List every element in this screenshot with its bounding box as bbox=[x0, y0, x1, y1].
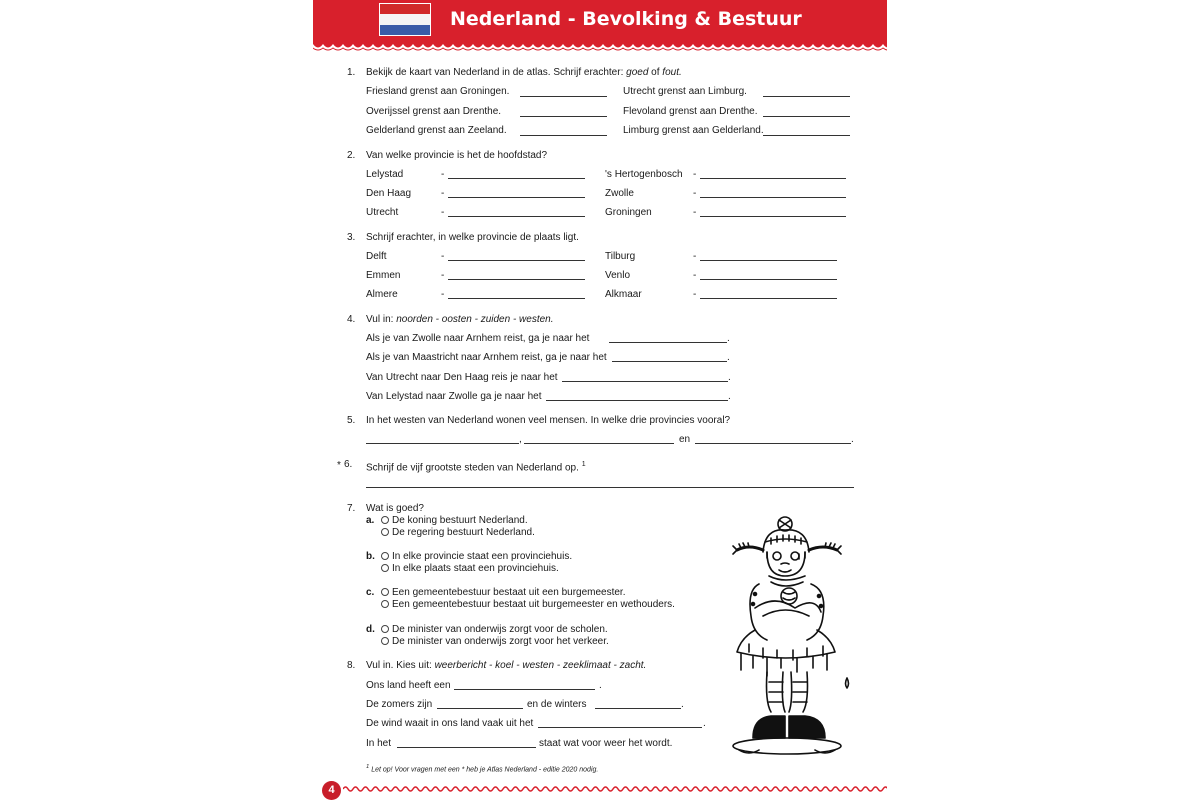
q2-answer-line[interactable] bbox=[448, 178, 585, 179]
q3-place: Emmen bbox=[366, 270, 401, 281]
q2-city: Lelystad bbox=[366, 169, 404, 180]
option-text: In elke provincie staat een provinciehuis. bbox=[392, 551, 573, 562]
q1-answer-line[interactable] bbox=[520, 116, 607, 117]
dutch-flag-icon bbox=[379, 3, 431, 36]
period: . bbox=[727, 352, 730, 363]
dash: - bbox=[693, 169, 697, 180]
q2-city: Utrecht bbox=[366, 207, 399, 218]
atlas-required-star: * bbox=[337, 460, 341, 471]
q8-answer-line[interactable] bbox=[538, 727, 702, 728]
dash: - bbox=[693, 251, 697, 262]
option-text: De minister van onderwijs zorgt voor het verkeer. bbox=[392, 636, 609, 647]
q1-statement: Flevoland grenst aan Drenthe. bbox=[623, 106, 758, 117]
radio-button[interactable] bbox=[381, 552, 389, 560]
q3-number: 3. bbox=[347, 232, 356, 243]
q8-answer-line[interactable] bbox=[595, 708, 681, 709]
option-text: In elke plaats staat een provinciehuis. bbox=[392, 563, 559, 574]
q6-number: 6. bbox=[344, 459, 353, 470]
dash: - bbox=[441, 289, 445, 300]
q2-city: Zwolle bbox=[605, 188, 634, 199]
q4-answer-line[interactable] bbox=[562, 381, 728, 382]
q1-answer-line[interactable] bbox=[520, 135, 607, 136]
q1-answer-line[interactable] bbox=[763, 96, 850, 97]
q2-answer-line[interactable] bbox=[448, 197, 585, 198]
q3-answer-line[interactable] bbox=[700, 260, 837, 261]
q8-text: Vul in. Kies uit: weerbericht - koel - westen - zeeklimaat - zacht. bbox=[366, 660, 647, 671]
q5-answer-line[interactable] bbox=[524, 443, 674, 444]
radio-button[interactable] bbox=[381, 516, 389, 524]
q3-answer-line[interactable] bbox=[448, 279, 585, 280]
radio-button[interactable] bbox=[381, 637, 389, 645]
q7-number: 7. bbox=[347, 503, 356, 514]
option-text: De koning bestuurt Nederland. bbox=[392, 515, 528, 526]
dash: - bbox=[693, 289, 697, 300]
q1-answer-line[interactable] bbox=[763, 135, 850, 136]
header-wave-border bbox=[313, 40, 887, 52]
period: . bbox=[728, 391, 731, 402]
q8-sentence: staat wat voor weer het wordt. bbox=[539, 738, 673, 749]
radio-button[interactable] bbox=[381, 600, 389, 608]
q4-sentence: Als je van Maastricht naar Arnhem reist, ga je naar het bbox=[366, 352, 607, 363]
q4-text: Vul in: noorden - oosten - zuiden - westen. bbox=[366, 314, 554, 325]
q2-number: 2. bbox=[347, 150, 356, 161]
q7-text: Wat is goed? bbox=[366, 503, 424, 514]
radio-button[interactable] bbox=[381, 564, 389, 572]
q8-sentence: De zomers zijn bbox=[366, 699, 433, 710]
q2-city: Groningen bbox=[605, 207, 652, 218]
q3-answer-line[interactable] bbox=[700, 279, 837, 280]
q1-statement: Overijssel grenst aan Drenthe. bbox=[366, 106, 502, 117]
worksheet-page bbox=[313, 0, 887, 800]
option-letter: b. bbox=[366, 551, 375, 562]
q2-city: 's Hertogenbosch bbox=[605, 169, 683, 180]
q1-statement: Limburg grenst aan Gelderland. bbox=[623, 125, 764, 136]
q8-sentence: In het bbox=[366, 738, 392, 749]
q3-place: Almere bbox=[366, 289, 398, 300]
header-banner bbox=[313, 0, 887, 44]
period: . bbox=[851, 434, 854, 445]
q4-answer-line[interactable] bbox=[546, 400, 728, 401]
radio-button[interactable] bbox=[381, 625, 389, 633]
option-text: Een gemeentebestuur bestaat uit een burgemeester. bbox=[392, 587, 626, 598]
dash: - bbox=[693, 207, 697, 218]
option-letter: c. bbox=[366, 587, 375, 598]
q3-answer-line[interactable] bbox=[448, 260, 585, 261]
q3-place: Delft bbox=[366, 251, 387, 262]
q4-answer-line[interactable] bbox=[609, 342, 727, 343]
q8-answer-line[interactable] bbox=[454, 689, 595, 690]
option-letter: a. bbox=[366, 515, 375, 526]
dash: - bbox=[441, 270, 445, 281]
q8-sentence: Ons land heeft een bbox=[366, 680, 451, 691]
en-word: en bbox=[679, 434, 691, 445]
q1-number: 1. bbox=[347, 67, 356, 78]
period: . bbox=[599, 680, 602, 691]
q1-text: Bekijk de kaart van Nederland in de atlas. Schrijf erachter: goed of fout. bbox=[366, 67, 682, 78]
q1-statement: Gelderland grenst aan Zeeland. bbox=[366, 125, 507, 136]
q5-answer-line[interactable] bbox=[695, 443, 851, 444]
q3-place: Alkmaar bbox=[605, 289, 642, 300]
q1-statement: Utrecht grenst aan Limburg. bbox=[623, 86, 747, 97]
page-number-badge: 4 bbox=[322, 781, 341, 800]
dash: - bbox=[441, 188, 445, 199]
q8-answer-line[interactable] bbox=[437, 708, 523, 709]
q1-answer-line[interactable] bbox=[763, 116, 850, 117]
q8-sentence: en de winters bbox=[527, 699, 587, 710]
footer-wave-border bbox=[343, 784, 887, 794]
q2-answer-line[interactable] bbox=[700, 216, 846, 217]
q3-place: Venlo bbox=[605, 270, 631, 281]
page-title: Nederland - Bevolking & Bestuur bbox=[450, 8, 802, 30]
cold-girl-cartoon-illustration bbox=[719, 512, 865, 774]
dash: - bbox=[441, 251, 445, 262]
option-text: Een gemeentebestuur bestaat uit burgemeester en wethouders. bbox=[392, 599, 675, 610]
q5-answer-line[interactable] bbox=[366, 443, 519, 444]
dash: - bbox=[441, 207, 445, 218]
q2-text: Van welke provincie is het de hoofdstad? bbox=[366, 150, 548, 161]
q8-answer-line[interactable] bbox=[397, 747, 536, 748]
q4-answer-line[interactable] bbox=[612, 361, 727, 362]
period: . bbox=[681, 699, 684, 710]
comma: , bbox=[519, 434, 522, 445]
footnote: $^1$ Let op! Voor vragen met een * heb je Atlas Nederland - editie 2020 nodig. bbox=[366, 764, 599, 774]
q8-number: 8. bbox=[347, 660, 356, 671]
q8-sentence: De wind waait in ons land vaak uit het bbox=[366, 718, 534, 729]
q3-place: Tilburg bbox=[605, 251, 636, 262]
radio-button[interactable] bbox=[381, 528, 389, 536]
q5-number: 5. bbox=[347, 415, 356, 426]
q4-number: 4. bbox=[347, 314, 356, 325]
option-letter: d. bbox=[366, 624, 375, 635]
period: . bbox=[728, 372, 731, 383]
period: . bbox=[703, 718, 706, 729]
q4-sentence: Van Utrecht naar Den Haag reis je naar het bbox=[366, 372, 558, 383]
q2-answer-line[interactable] bbox=[700, 178, 846, 179]
period: . bbox=[727, 333, 730, 344]
q4-sentence: Als je van Zwolle naar Arnhem reist, ga je naar het bbox=[366, 333, 590, 344]
radio-button[interactable] bbox=[381, 588, 389, 596]
q6-answer-line[interactable] bbox=[366, 487, 854, 488]
q4-sentence: Van Lelystad naar Zwolle ga je naar het bbox=[366, 391, 542, 402]
option-text: De regering bestuurt Nederland. bbox=[392, 527, 535, 538]
dash: - bbox=[693, 188, 697, 199]
q2-city: Den Haag bbox=[366, 188, 412, 199]
q3-answer-line[interactable] bbox=[700, 298, 837, 299]
dash: - bbox=[693, 270, 697, 281]
q2-answer-line[interactable] bbox=[700, 197, 846, 198]
q5-text: In het westen van Nederland wonen veel mensen. In welke drie provincies vooral? bbox=[366, 415, 731, 426]
q3-text: Schrijf erachter, in welke provincie de plaats ligt. bbox=[366, 232, 579, 243]
q1-statement: Friesland grenst aan Groningen. bbox=[366, 86, 510, 97]
q1-answer-line[interactable] bbox=[520, 96, 607, 97]
q2-answer-line[interactable] bbox=[448, 216, 585, 217]
q6-text: Schrijf de vijf grootste steden van Nederland op. $^1$ bbox=[366, 461, 586, 474]
option-text: De minister van onderwijs zorgt voor de scholen. bbox=[392, 624, 608, 635]
dash: - bbox=[441, 169, 445, 180]
q3-answer-line[interactable] bbox=[448, 298, 585, 299]
